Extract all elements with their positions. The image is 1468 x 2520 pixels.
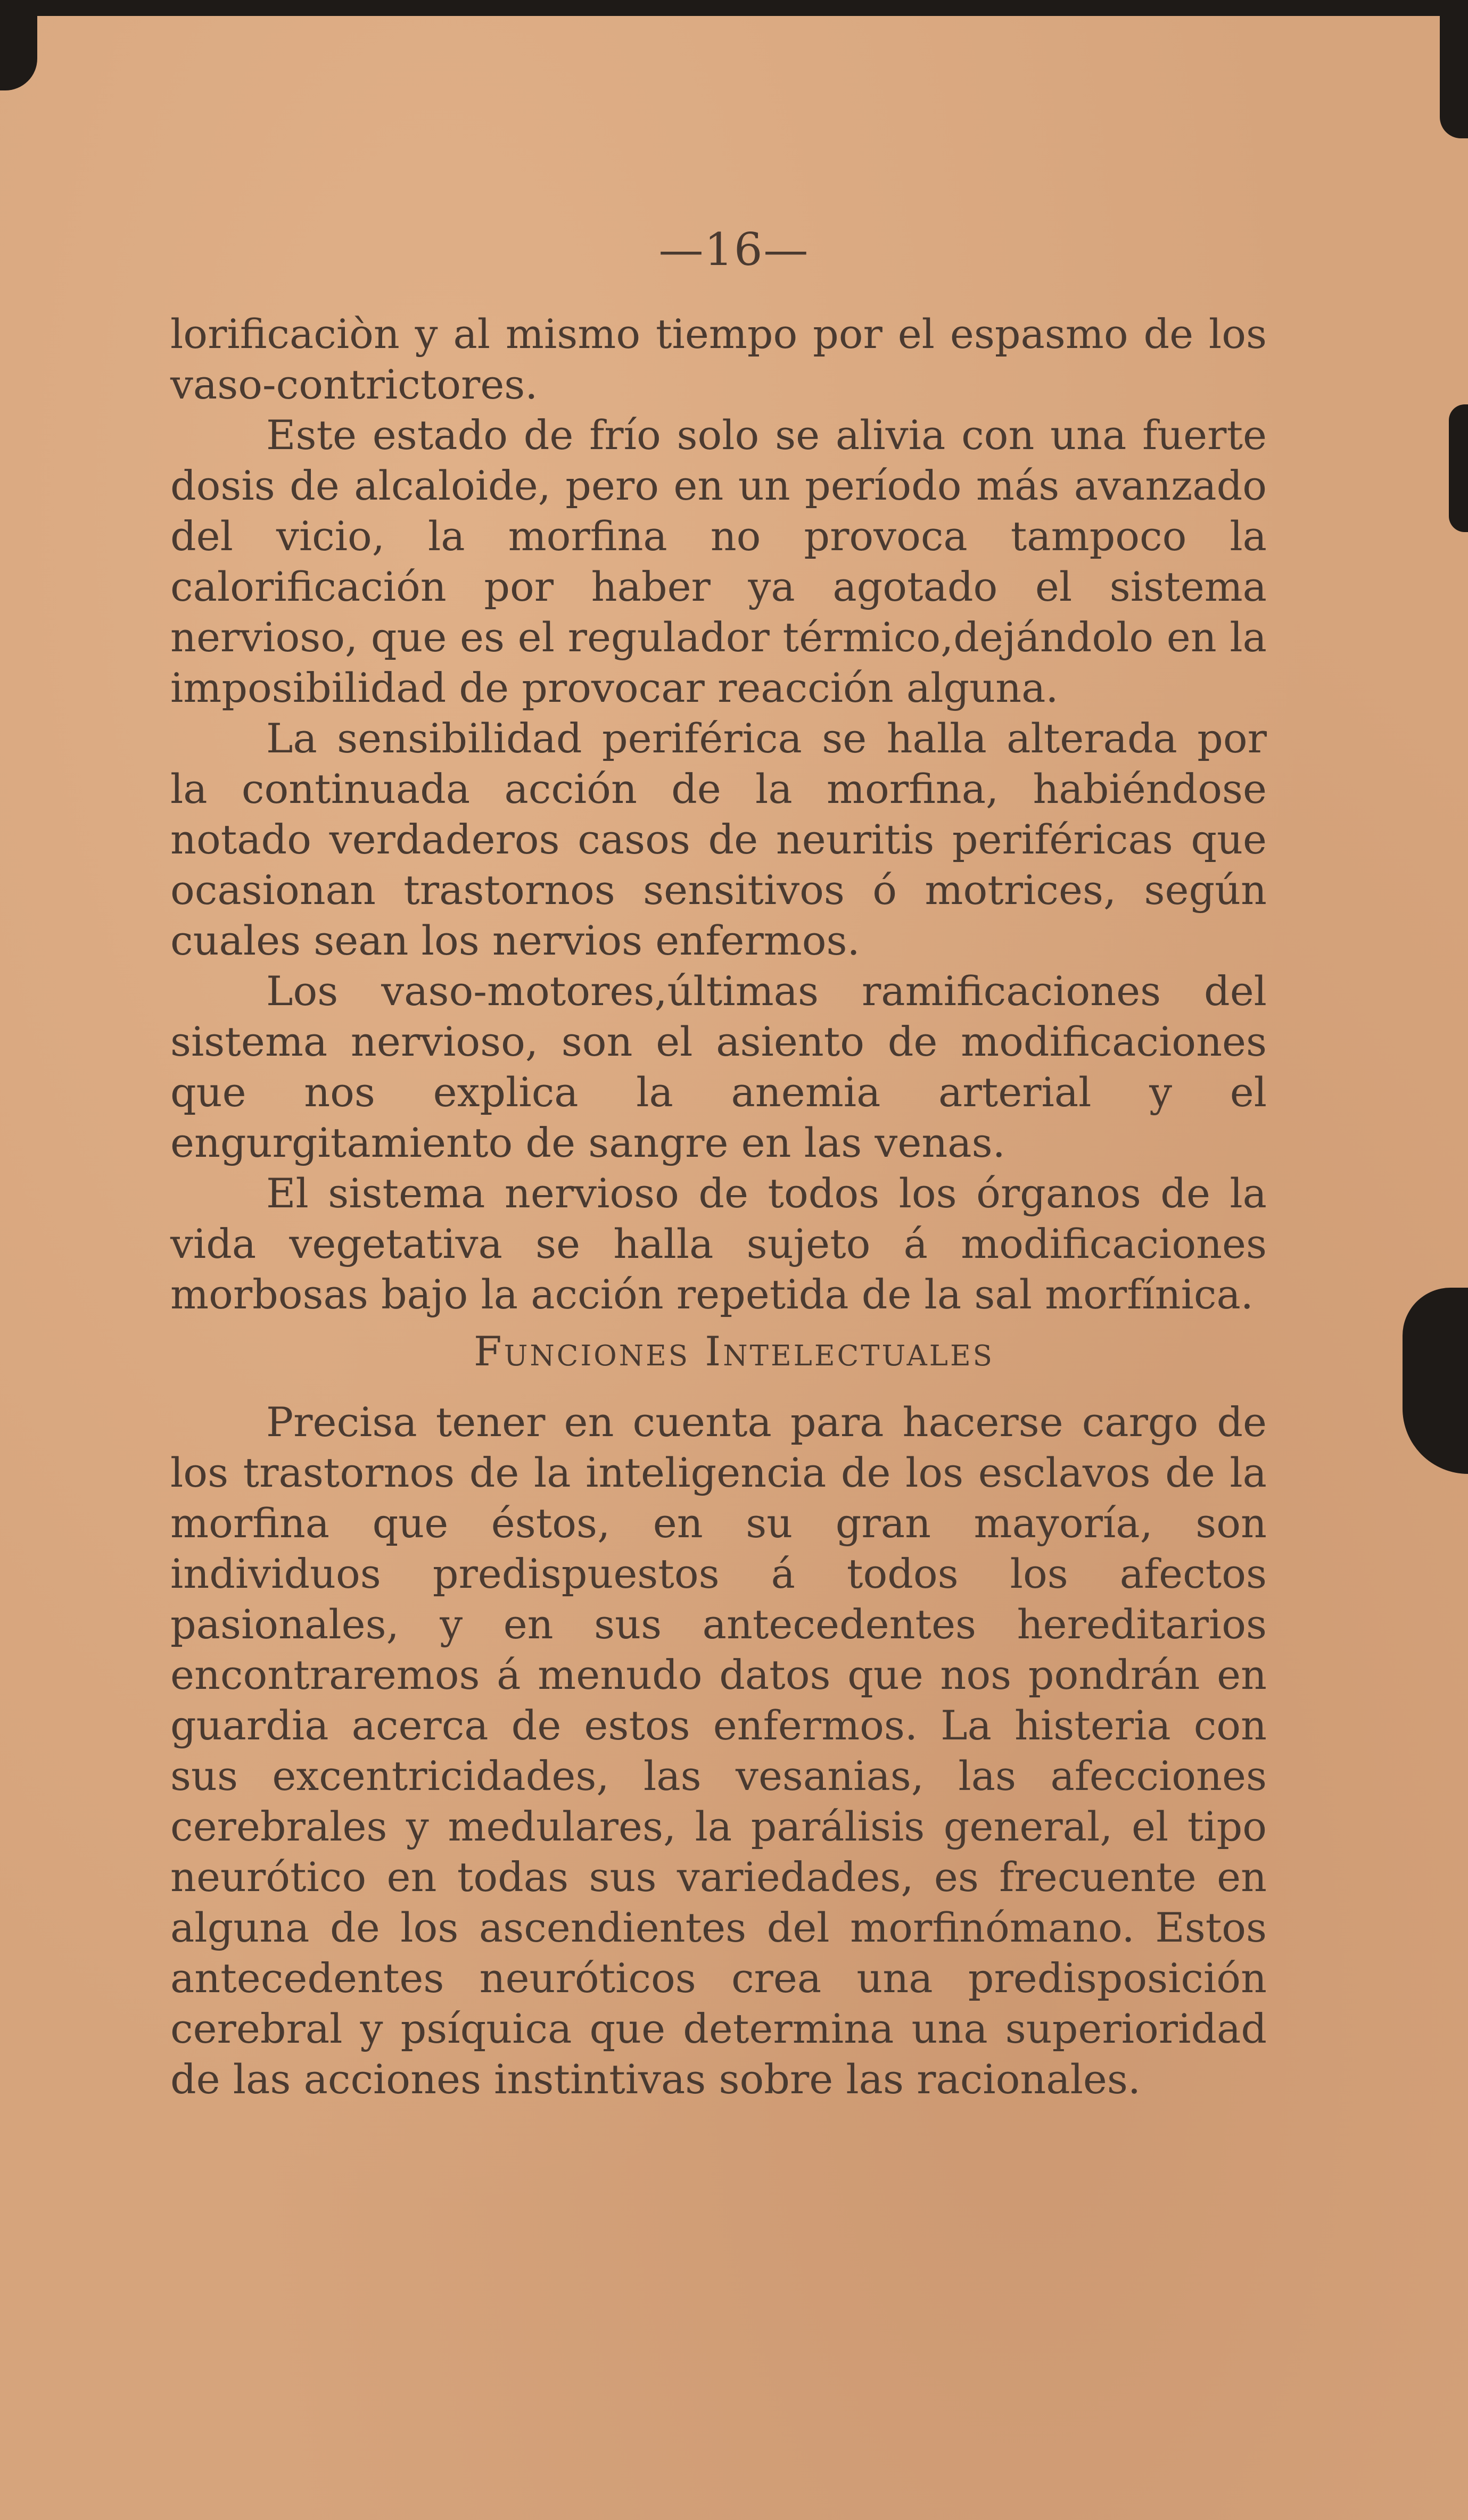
text-block-before — [170, 309, 1267, 1320]
paragraph: La sensibilidad periférica se halla alterada por la continuada acción de la morfina, habiéndose notado verdaderos casos de neuritis periféricas que ocasionan trastornos sensitivos ó motrices, según cuales sean los nervios enfermos. — [170, 715, 1267, 964]
page-number: —16— — [658, 223, 810, 276]
page-edge-tear — [1449, 404, 1468, 532]
section-title: Funciones Intelectuales — [474, 1328, 994, 1375]
page-edge-tear — [0, 0, 37, 90]
page-edge-tear — [1403, 1288, 1468, 1474]
paragraph: El sistema nervioso de todos los órganos de la vida vegetativa se halla sujeto á modificaciones morbosas bajo la acción repetida de la sal morfínica. — [170, 1170, 1267, 1318]
paragraph: Los vaso-motores,últimas ramificaciones del sistema nervioso, son el asiento de modificaciones que nos explica la anemia arterial y el engurgitamiento de sangre en las venas. — [170, 967, 1267, 1166]
paragraph: lorificaciòn y al mismo tiempo por el espasmo de los vaso-contrictores. — [170, 310, 1267, 408]
text-block-after — [170, 1397, 1267, 2104]
paragraph: Este estado de frío solo se alivia con una fuerte dosis de alcaloide, pero en un período más avanzado del vicio, la morfina no provoca tampoco la calorificación por haber ya agotado el sistema nervioso, que es el regulador térmico,dejándolo en la imposibilidad de provocar reacción alguna. — [170, 411, 1267, 711]
paragraph: Precisa tener en cuenta para hacerse cargo de los trastornos de la inteligencia de los esclavos de la morfina que éstos, en su gran mayoría, son individuos predispuestos á todos los afectos pasionales, y en sus antecedentes hereditarios encontraremos á menudo datos que nos pondrán en guardia acerca de estos enfermos. La histeria con sus excentricidades, las vesanias, las afecciones cerebrales y medulares, la parálisis general, el tipo neurótico en todas sus variedades, es frecuente en alguna de los ascendientes del morfinómano. Estos antecedentes neuróticos crea una predisposición cerebral y psíquica que determina una superioridad de las acciones instintivas sobre las racionales. — [170, 1398, 1267, 2103]
page-edge-tear — [1440, 0, 1468, 138]
page-edge-tear — [0, 0, 1468, 16]
